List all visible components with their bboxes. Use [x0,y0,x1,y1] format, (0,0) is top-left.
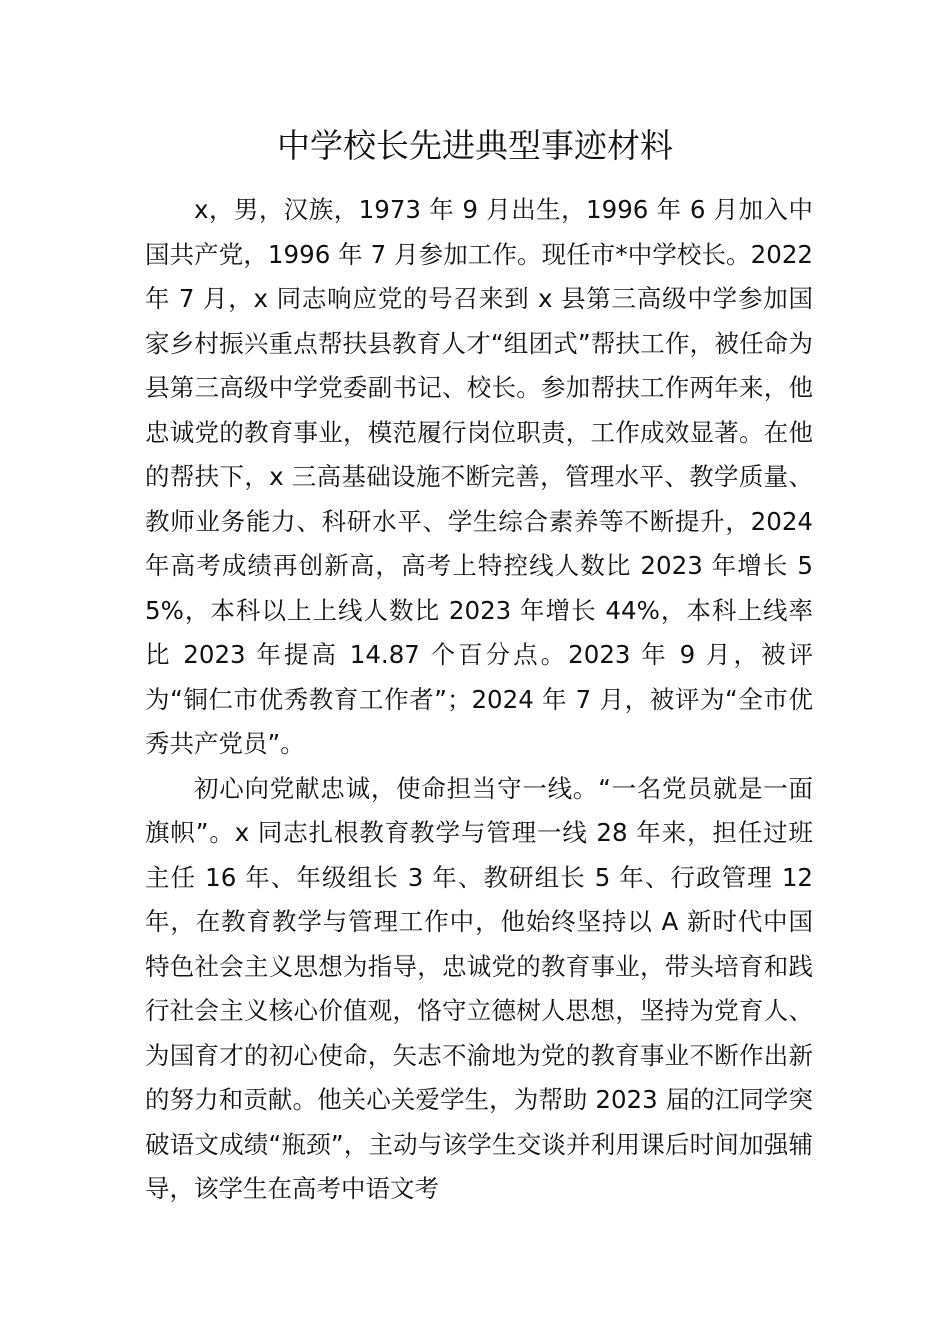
paragraph-loyalty: 初心向党献忠诚，使命担当守一线。“一名党员就是一面旗帜”。x 同志扎根教育教学与管理一线 28 年来，担任过班主任 16 年、年级组长 3 年、教研组长 5 年、行政管理 12 年，在教育教学与管理工作中，他始终坚持以 A 新时代中国特色社会主义思想为指导，忠诚党的教育事业，带头培育和践行社会主义核心价值观，恪守立德树人思想，坚持为党育人、为国育才的初心使命，矢志不渝地为党的教育事业不断作出新的努力和贡献。他关心关爱学生，为帮助 2023 届的江同学突破语文成绩“瓶颈”，主动与该学生交谈并利用课后时间加强辅导，该学生在高考中语文考 [145,773,813,1203]
document-body [145,188,813,1212]
document-title: 中学校长先进典型事迹材料 [277,126,673,165]
paragraph-intro: x，男，汉族，1973 年 9 月出生，1996 年 6 月加入中国共产党，1996 年 7 月参加工作。现任市*中学校长。2022 年 7 月，x 同志响应党的号召来到 x 县第三高级中学参加国家乡村振兴重点帮扶县教育人才“组团式”帮扶工作，被任命为县第三高级中学党委副书记、校长。参加帮扶工作两年来，他忠诚党的教育事业，模范履行岗位职责，工作成效显著。在他的帮扶下，x 三高基础设施不断完善，管理水平、教学质量、教师业务能力、科研水平、学生综合素养等不断提升，2024 年高考成绩再创新高，高考上特控线人数比 2023 年增长 55%，本科以上上线人数比 2023 年增长 44%，本科上线率比 2023 年提高 14.87 个百分点。2023 年 9 月，被评为“铜仁市优秀教育工作者”；2024 年 7 月，被评为“全市优秀共产党员”。 [145,195,813,758]
